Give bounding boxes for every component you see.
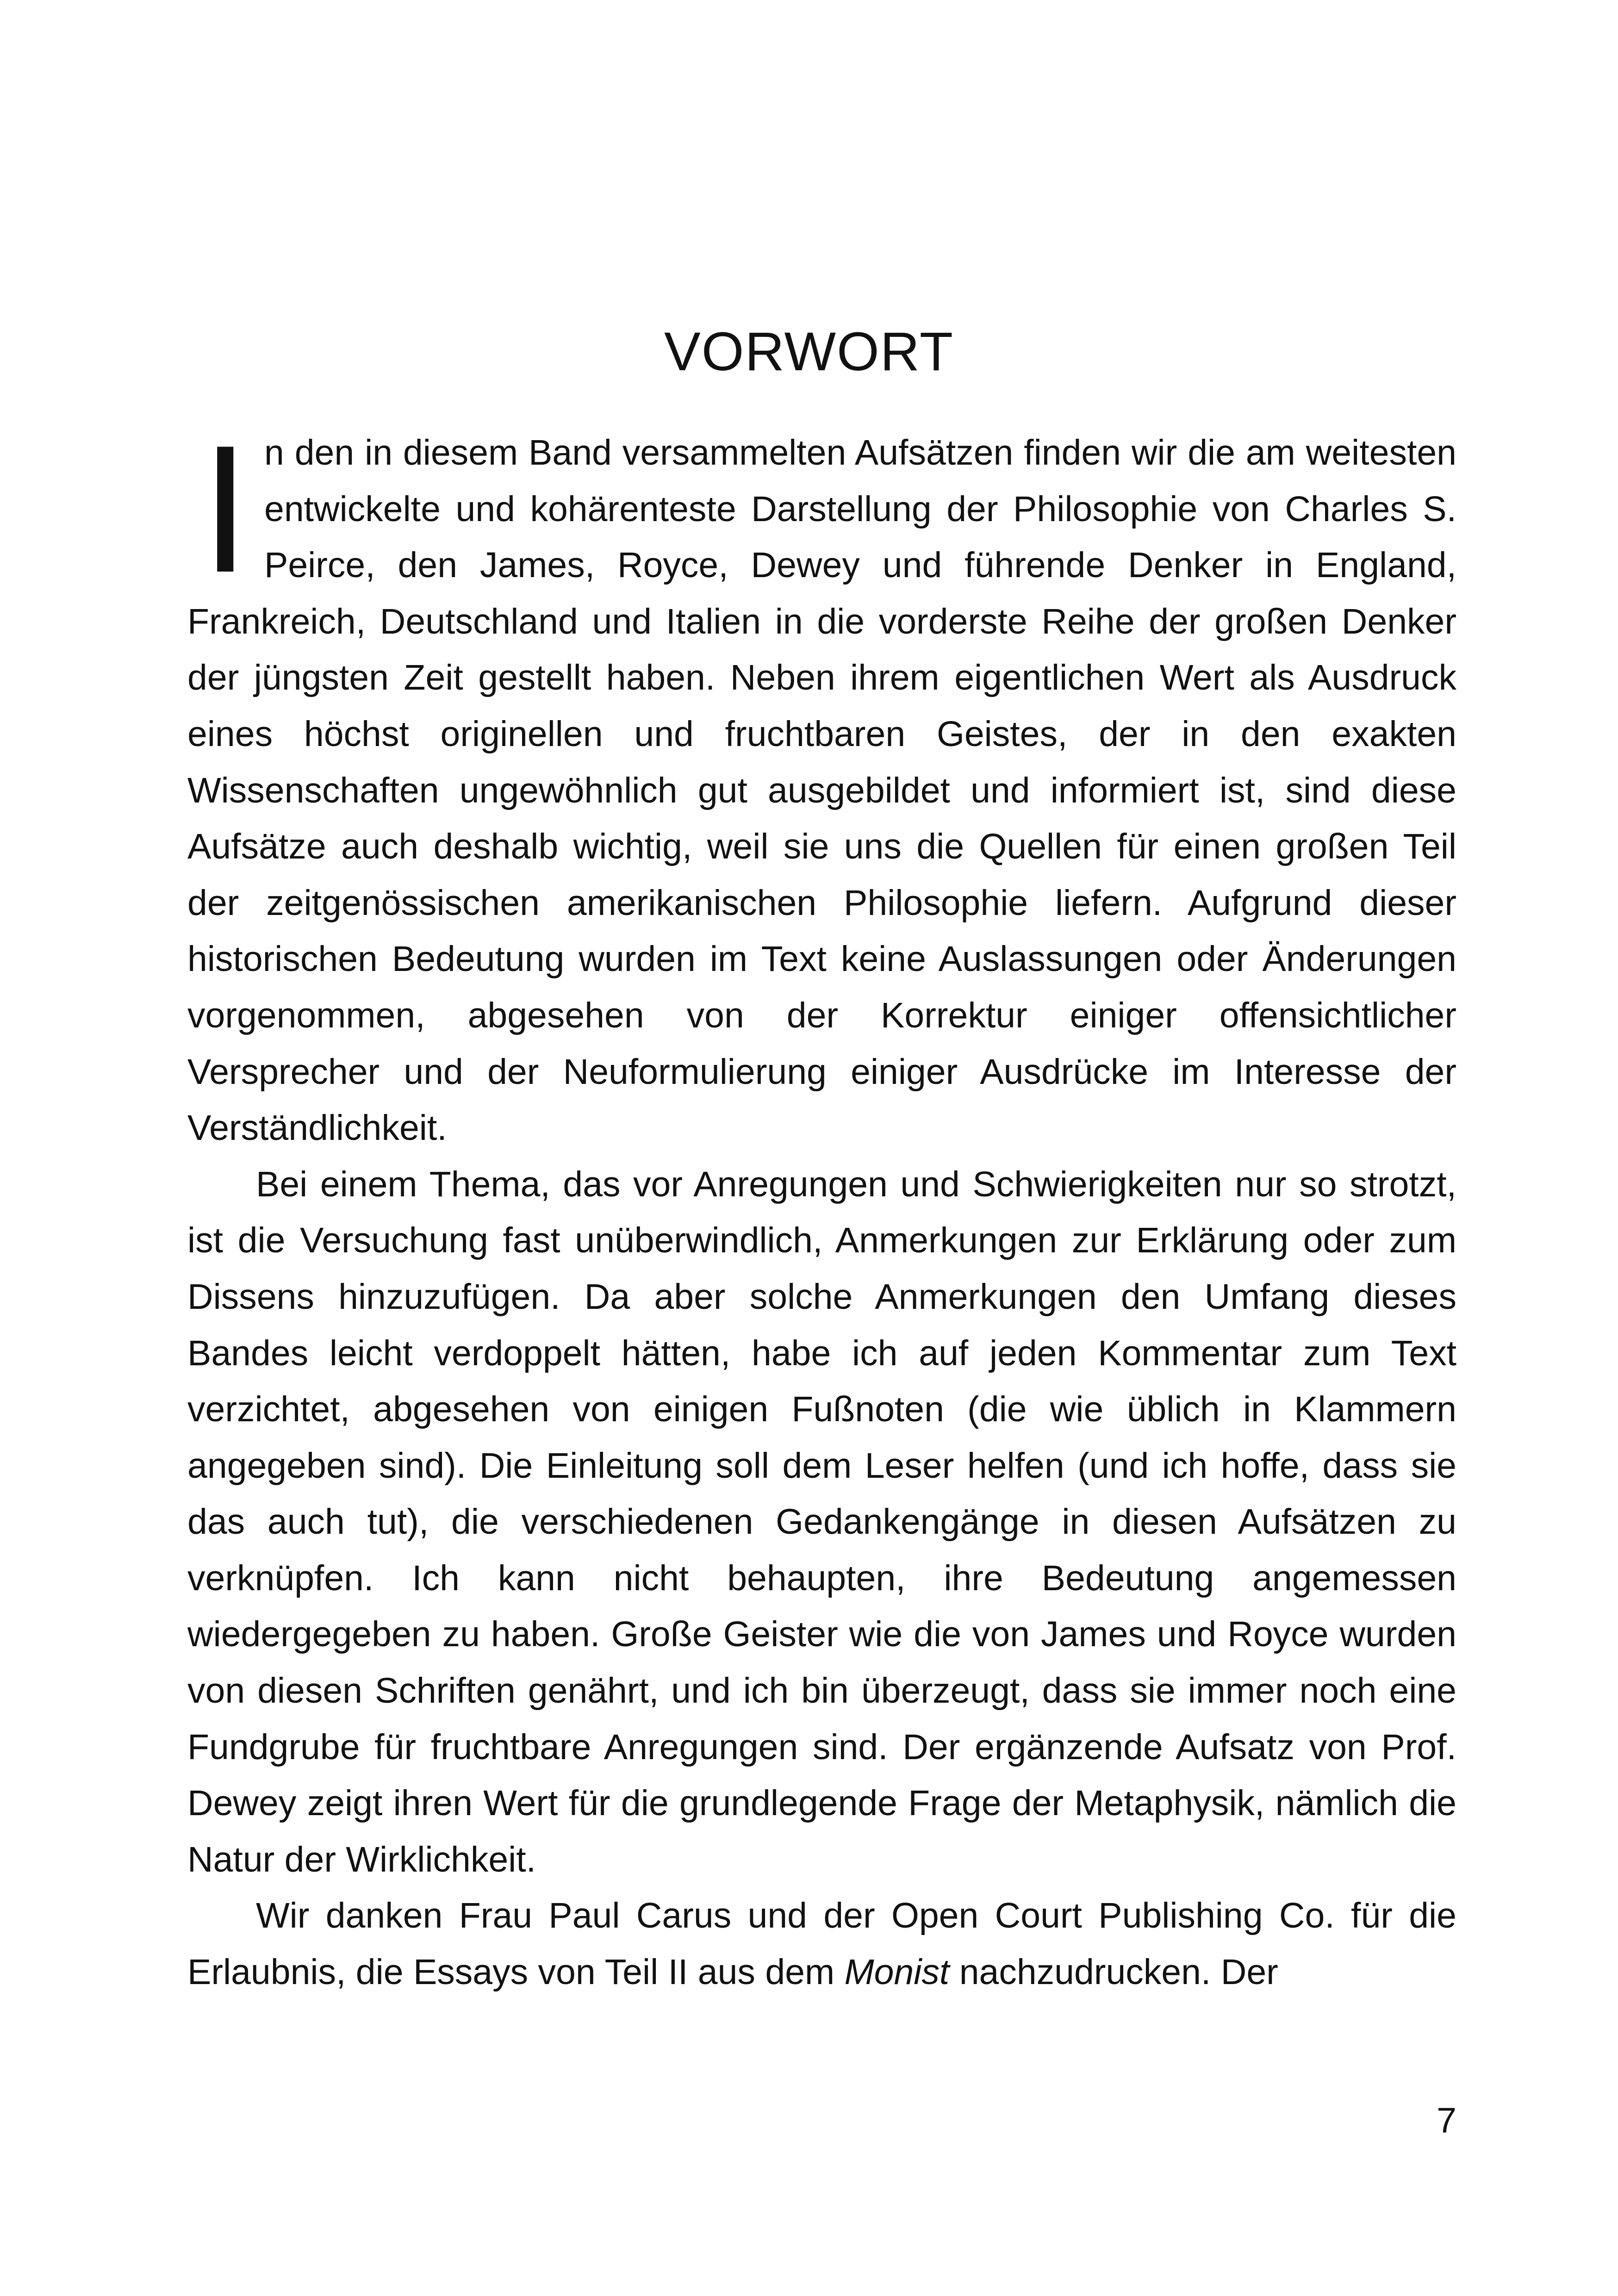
page-number: 7: [1437, 2101, 1456, 2140]
body-text: [187, 408, 1456, 2001]
paragraph-1: [187, 408, 1456, 1157]
paragraph-3-text-start: Wir danken Frau Paul Carus und der Open Court Publishing Co. für die Erlaubnis, die Essays von Teil II aus dem: [187, 1896, 1456, 1992]
paragraph-2: Bei einem Thema, das vor Anregungen und Schwierigkeiten nur so strotzt, ist die Versuchung fast unüberwindlich, Anmerkungen zur Erklärung oder zum Dissens hinzuzufügen. Da aber solche Anmerkungen den Umfang dieses Bandes leicht verdoppelt hätten, habe ich auf jeden Kommentar zum Text verzichtet, abgesehen von einigen Fußnoten (die wie üblich in Klammern angegeben sind). Die Einleitung soll dem Leser helfen (und ich hoffe, dass sie das auch tut), die verschiedenen Gedankengänge in diesen Aufsätzen zu verknüpfen. Ich kann nicht behaupten, ihre Bedeutung angemessen wiedergegeben zu haben. Große Geister wie die von James und Royce wurden von diesen Schriften genährt, und ich bin überzeugt, dass sie immer noch eine Fundgrube für fruchtbare Anregungen sind. Der ergänzende Aufsatz von Prof. Dewey zeigt ihren Wert für die grundlegende Frage der Metaphysik, nämlich die Natur der Wirklichkeit.: [187, 1164, 1456, 1879]
drop-cap: I: [210, 408, 241, 610]
paragraph-3: [187, 1888, 1456, 2000]
journal-title-italic: Monist: [844, 1952, 950, 1992]
paragraph-3-text-end: nachzudrucken. Der: [949, 1952, 1278, 1992]
page-title: VORWORT: [664, 321, 954, 382]
paragraph-1-text: n den in diesem Band versammelten Aufsätzen finden wir die am weitesten entwickelte und kohärenteste Darstellung der Philosophie von Charles S. Peirce, den James, Royce, Dewey und führende Denker in England, Frankreich, Deutschland und Italien in die vorderste Reihe der großen Denker der jüngsten Zeit gestellt haben. Neben ihrem eigentlichen Wert als Ausdruck eines höchst originellen und fruchtbaren Geistes, der in den exakten Wissenschaften ungewöhnlich gut ausgebildet und informiert ist, sind diese Aufsätze auch deshalb wichtig, weil sie uns die Quellen für einen großen Teil der zeitgenössischen amerikanischen Philosophie liefern. Aufgrund dieser historischen Bedeutung wurden im Text keine Auslassungen oder Änderungen vorgenommen, abgesehen von der Korrektur einiger offensichtlicher Versprecher und der Neuformulierung einiger Ausdrücke im Interesse der Verständlichkeit.: [187, 433, 1456, 1148]
